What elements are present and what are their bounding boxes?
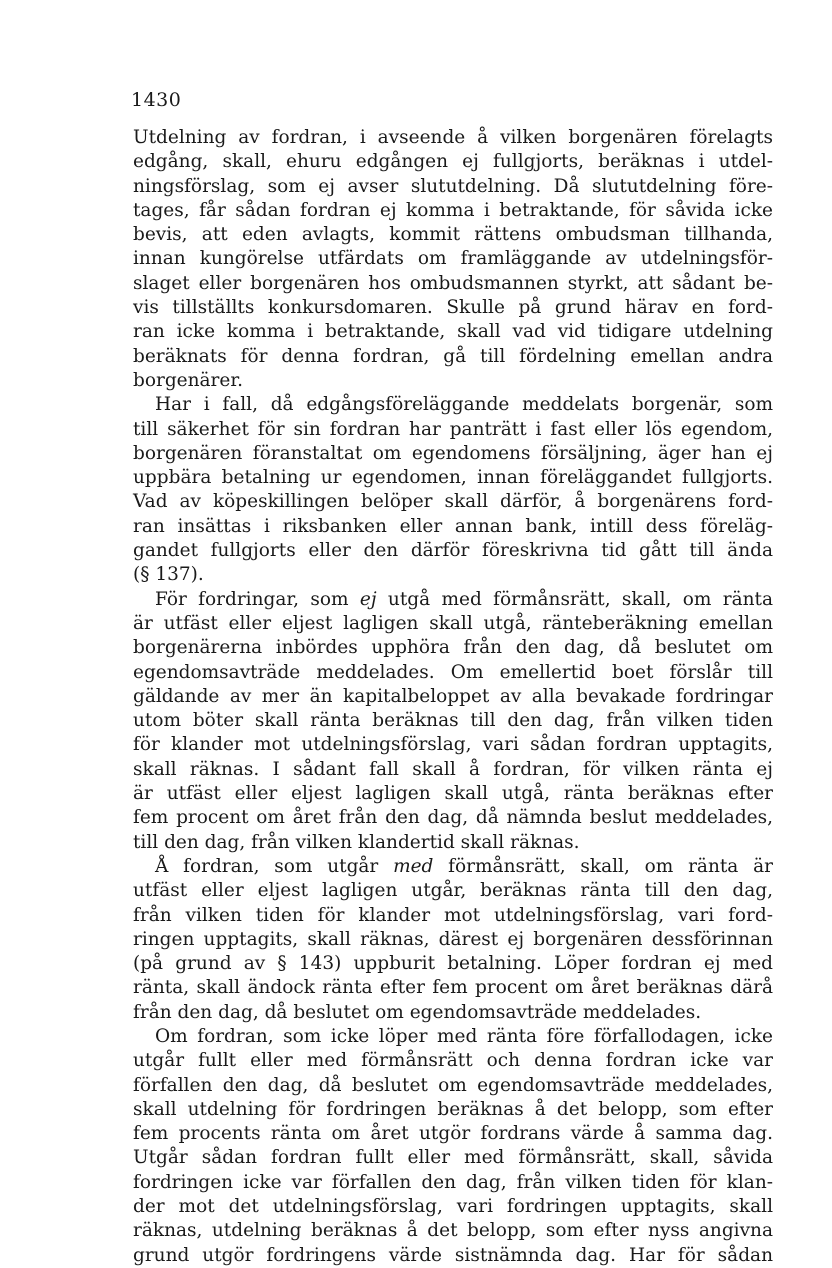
text-line: till säkerhet för sin fordran har panträtt i fast eller lös egendom, [133,418,773,440]
text-segment: utgå med förmånsrätt, skall, om ränta [376,588,773,610]
text-line [133,588,773,612]
text-line: borgenärerna inbördes upphöra från den dag, då beslutet om [133,637,773,659]
text-line: fem procents ränta om året utgör fordrans värde å samma dag. [133,1123,773,1145]
text-line: ningsförslag, som ej avser slututdelning. Då slututdelning före- [133,175,773,197]
text-line: ran insättas i riksbanken eller annan bank, intill dess föreläg- [133,515,773,537]
text-line: (på grund av § 143) uppburit betalning. Löper fordran ej med [133,953,773,975]
text-line: förfallen den dag, då beslutet om egendomsavträde meddelades, [133,1074,773,1096]
text-line: der mot det utdelningsförslag, vari fordringen upptagits, skall [133,1196,773,1218]
text-line: för klander mot utdelningsförslag, vari sådan fordran upptagits, [133,734,773,756]
text-line: beräknats för denna fordran, gå till fördelning emellan andra [133,345,773,367]
text-line: från den dag, då beslutet om egendomsavträde meddelades. [133,1001,702,1023]
text-line: ran icke komma i betraktande, skall vad vid tidigare utdelning [133,321,773,343]
text-line: Har i fall, då edgångsföreläggande meddelats borgenär, som [155,394,773,416]
text-segment: Å fordran, som utgår [155,855,394,877]
text-line: egendomsavträde meddelades. Om emellertid boet förslår till [133,661,773,683]
text-line: innan kungörelse utfärdats om framläggande av utdelningsför- [133,248,773,270]
emphasized-word: med [393,855,434,877]
text-line: är utfäst eller eljest lagligen skall utgå, ränteberäkning emellan [133,612,773,634]
text-line: slaget eller borgenären hos ombudsmannen styrkt, att sådant be- [133,272,773,294]
text-line [133,855,773,879]
text-line: är utfäst eller eljest lagligen skall utgå, ränta beräknas efter [133,783,773,805]
text-line: uppbära betalning ur egendomen, innan föreläggandet fullgjorts. [133,467,773,489]
text-line: grund utgör fordringens värde sistnämnda dag. Har för sådan [133,1244,773,1266]
text-line: Om fordran, som icke löper med ränta före förfallodagen, icke [155,1025,773,1047]
text-line: räknas, utdelning beräknas å det belopp, som efter nyss angivna [133,1220,773,1242]
text-line: utom böter skall ränta beräknas till den dag, från vilken tiden [133,710,773,732]
text-line: utfäst eller eljest lagligen utgår, beräknas ränta till den dag, [133,880,773,902]
text-line: skall räknas. I sådant fall skall å fordran, för vilken ränta ej [133,758,773,780]
text-line: utgår fullt eller med förmånsrätt och denna fordran icke var [133,1050,773,1072]
text-line: (§ 137). [133,564,204,586]
text-line: Utdelning av fordran, i avseende å vilken borgenären förelagts [133,127,773,148]
text-line: Utgår sådan fordran fullt eller med förmånsrätt, skall, såvida [133,1147,773,1169]
text-line: ringen upptagits, skall räknas, därest ej borgenären dessförinnan [133,928,773,950]
text-line: gäldande av mer än kapitalbeloppet av alla bevakade fordringar [133,685,773,707]
body-text [133,126,773,1268]
text-line: gandet fullgjorts eller den därför föreskrivna tid gått till ända [133,540,773,562]
text-line: ränta, skall ändock ränta efter fem procent om året beräknas därå [133,977,773,999]
page-number: 1430 [131,89,182,111]
text-line: borgenärer. [133,369,244,391]
text-line: fem procent om året från den dag, då nämnda beslut meddelades, [133,807,773,829]
text-line: till den dag, från vilken klandertid skall räknas. [133,831,580,853]
text-line: skall utdelning för fordringen beräknas å det belopp, som efter [133,1098,773,1120]
text-line: från vilken tiden för klander mot utdelningsförslag, vari ford- [133,904,773,926]
text-line: borgenären föranstaltat om egendomens försäljning, äger han ej [133,442,773,464]
text-line: bevis, att eden avlagts, kommit rättens ombudsman tillhanda, [133,224,773,246]
emphasized-word: ej [359,588,377,610]
text-line: edgång, skall, ehuru edgången ej fullgjorts, beräknas i utdel- [133,151,773,173]
text-line: Vad av köpeskillingen belöper skall därför, å borgenärens ford- [133,491,773,513]
text-line: fordringen icke var förfallen den dag, från vilken tiden för klan- [133,1171,773,1193]
text-segment: förmånsrätt, skall, om ränta är [433,855,773,877]
text-line: vis tillställts konkursdomaren. Skulle på grund härav en ford- [133,297,773,319]
text-segment: För fordringar, som [155,588,360,610]
text-line: tages, får sådan fordran ej komma i betraktande, för såvida icke [133,199,773,221]
